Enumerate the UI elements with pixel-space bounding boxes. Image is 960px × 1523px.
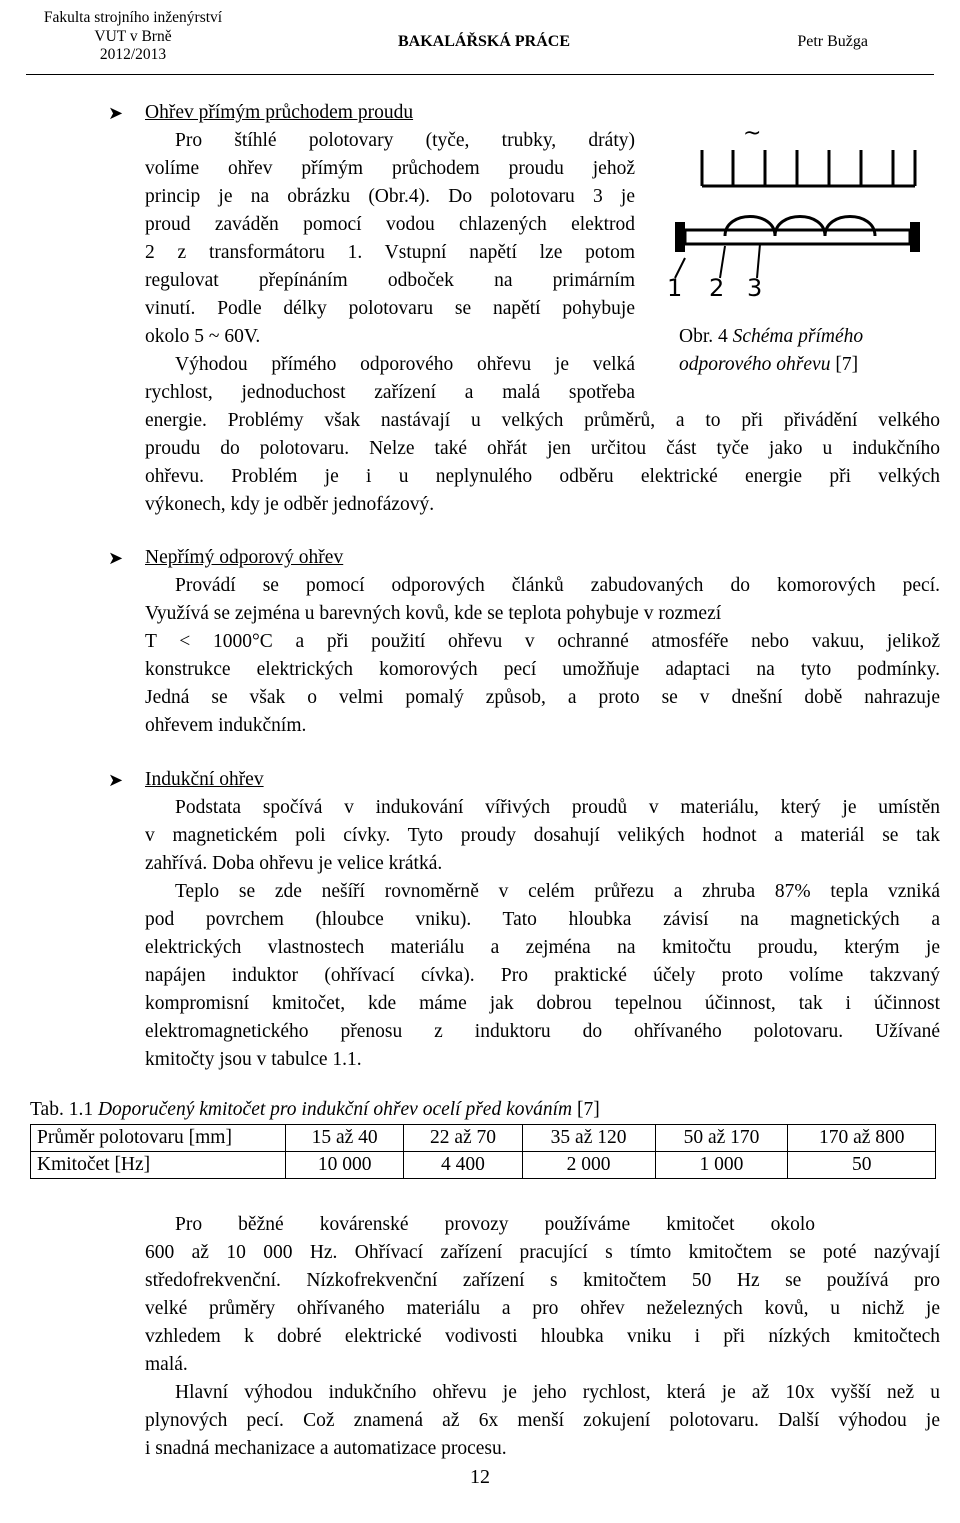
paragraph-line: Podstata spočívá v indukování vířivých proudů v materiálu, který je umístěn — [175, 797, 940, 818]
label-3: 3 — [747, 274, 763, 302]
paragraph-line: středofrekvenční. Nízkofrekvenční zařízení s kmitočtem 50 Hz se používá pro — [145, 1270, 940, 1291]
figure-caption-title-1: Schéma přímého — [732, 326, 864, 347]
header-doc-type: BAKALÁŘSKÁ PRÁCE — [398, 33, 571, 50]
table-cell: 170 až 800 — [788, 1125, 936, 1152]
paragraph-line: výkonech, kdy je odběr jednofázový. — [145, 494, 435, 515]
page-number: 12 — [470, 1466, 490, 1488]
page-header — [0, 0, 960, 76]
table-caption-ref: [7] — [577, 1099, 600, 1120]
bullet-arrow-icon: ➤ — [108, 103, 124, 123]
paragraph-line: Pro běžné kovárenské provozy používáme kmitočet okolo — [175, 1214, 815, 1235]
paragraph-line: elektrických vlastnostech materiálu a zejména na kmitočtu proudu, kterým je — [145, 937, 940, 958]
paragraph-line: regulovat přepínáním odboček na primárním — [145, 270, 635, 291]
table-cell: 10 000 — [286, 1152, 404, 1179]
electrode-left — [675, 222, 685, 252]
paragraph-line: Jedná se však o velmi pomalý způsob, a proto se v dnešní době nahrazuje — [145, 687, 940, 708]
table-row — [31, 1152, 936, 1179]
paragraph-line: elektromagnetického přenosu z induktoru do ohřívaného polotovaru. Užívané — [145, 1021, 940, 1042]
primary-winding — [702, 150, 915, 186]
table-cell: 22 až 70 — [404, 1125, 522, 1152]
header-year: 2012/2013 — [99, 46, 167, 64]
paragraph-line: energie. Problémy však nastávají u velkých průměrů, a to při přivádění velkého — [145, 410, 940, 431]
header-faculty: Fakulta strojního inženýrství — [43, 9, 223, 26]
direct-heating-schematic — [665, 118, 945, 308]
paragraph-line: proudu do polotovaru. Nelze také ohřát jen určitou část tyče jako u indukčního — [145, 438, 940, 459]
bullet-arrow-icon: ➤ — [108, 770, 124, 790]
paragraph-line: kmitočty jsou v tabulce 1.1. — [145, 1049, 362, 1070]
paragraph-line: v magnetickém poli cívky. Tyto proudy dosahují velikých hodnot a materiál se tak — [145, 825, 940, 846]
table-row — [31, 1125, 936, 1152]
paragraph-line: plynových pecí. Což znamená až 6x menší zokujení polotovaru. Další výhodou je — [145, 1410, 940, 1431]
header-university: VUT v Brně — [94, 27, 172, 45]
bullet-arrow-icon: ➤ — [108, 548, 124, 568]
figure-caption-prefix: Obr. 4 — [679, 326, 728, 347]
label-leaders — [675, 244, 760, 278]
table-caption-prefix: Tab. 1.1 — [30, 1099, 94, 1120]
table-cell: 50 až 170 — [655, 1125, 788, 1152]
paragraph-line: zahřívá. Doba ohřevu je velice krátká. — [145, 853, 443, 874]
table-cell: 50 — [788, 1152, 936, 1179]
paragraph-line: T < 1000°C a při použití ohřevu v ochranné atmosféře nebo vakuu, jelikož — [145, 631, 940, 652]
workpiece-bar — [685, 230, 910, 244]
paragraph-line: malá. — [145, 1354, 188, 1375]
table-cell: 1 000 — [655, 1152, 788, 1179]
paragraph-line: Hlavní výhodou indukčního ohřevu je jeho rychlost, která je až 10x vyšší než u — [175, 1382, 940, 1403]
section-title-direct-heating: Ohřev přímým průchodem proudu — [145, 102, 414, 123]
header-author: Petr Bužga — [797, 33, 868, 50]
paragraph-line: pod povrchem (hloubce vniku). Tato hloubka závisí na magnetických a — [145, 909, 940, 930]
paragraph-line: Teplo se zde nešíří rovnoměrně v celém průřezu a zhruba 87% tepla vzniká — [175, 881, 940, 902]
paragraph-line: ohřevem indukčním. — [145, 715, 307, 736]
header-institution — [28, 9, 238, 65]
paragraph-line: Využívá se zejména u barevných kovů, kde se teplota pohybuje v rozmezí — [145, 603, 722, 624]
figure-caption-title-2: odporového ohřevu — [679, 354, 831, 375]
paragraph-line: napájen induktor (ohřívací cívka). Pro praktické účely proto volíme takzvaný — [145, 965, 940, 986]
paragraph-line: vzhledem k dobré elektrické vodivosti hloubka vniku i při nízkých kmitočtech — [145, 1326, 940, 1347]
paragraph-line: princip je na obrázku (Obr.4). Do polotovaru 3 je — [145, 186, 635, 207]
table-cell: 15 až 40 — [286, 1125, 404, 1152]
table-caption-title: Doporučený kmitočet pro indukční ohřev ocelí před kováním — [97, 1099, 573, 1120]
paragraph-line: volíme ohřev přímým průchodem proudu jehož — [145, 158, 635, 179]
paragraph-line: Pro štíhlé polotovary (tyče, trubky, dráty) — [175, 130, 635, 151]
table-caption — [30, 1096, 600, 1124]
paragraph-line: 2 z transformátoru 1. Vstupní napětí lze potom — [145, 242, 635, 263]
paragraph-line: i snadná mechanizace a automatizace procesu. — [145, 1438, 507, 1459]
figure-caption-line-2 — [679, 351, 858, 379]
paragraph-line: velké průměry ohřívaného materiálu a pro ohřev neželezných kovů, u nichž je — [145, 1298, 940, 1319]
paragraph-line: ohřevu. Problém je i u neplynulého odběru elektrické energie při velkých — [145, 466, 940, 487]
frequency-table — [30, 1124, 936, 1179]
header-divider — [26, 74, 934, 75]
paragraph-line: okolo 5 ~ 60V. — [145, 326, 261, 347]
figure-caption-line-1 — [679, 323, 863, 351]
table-cell: 2 000 — [522, 1152, 655, 1179]
secondary-coil — [725, 217, 875, 237]
table-cell: 35 až 120 — [522, 1125, 655, 1152]
table-row-header: Kmitočet [Hz] — [31, 1152, 286, 1179]
paragraph-line: rychlost, jednoduchost zařízení a malá spotřeba — [145, 382, 635, 403]
paragraph-line: konstrukce elektrických komorových pecí umožňuje adaptaci na tyto podmínky. — [145, 659, 940, 680]
electrode-right — [910, 222, 920, 252]
section-title-induction-heating: Indukční ohřev — [145, 769, 264, 790]
paragraph-line: Výhodou přímého odporového ohřevu je velká — [175, 354, 635, 375]
label-1: 1 — [667, 274, 683, 302]
section-title-indirect-heating: Nepřímý odporový ohřev — [145, 547, 344, 568]
paragraph-line: vinutí. Podle délky polotovaru se napětí pohybuje — [145, 298, 635, 319]
table-cell: 4 400 — [404, 1152, 522, 1179]
paragraph-line: kompromisní kmitočet, kde máme jak dobrou tepelnou účinnost, tak i účinnost — [145, 993, 940, 1014]
paragraph-line: Provádí se pomocí odporových článků zabudovaných do komorových pecí. — [175, 575, 940, 596]
figure-caption-ref: [7] — [835, 354, 859, 375]
paragraph-line: proud zaváděn pomocí vodou chlazených elektrod — [145, 214, 635, 235]
label-2: 2 — [709, 274, 725, 302]
paragraph-line: 600 až 10 000 Hz. Ohřívací zařízení pracující s tímto kmitočtem se poté nazývají — [145, 1242, 940, 1263]
table-row-header: Průměr polotovaru [mm] — [31, 1125, 286, 1152]
ac-source-symbol: ~ — [743, 121, 762, 146]
